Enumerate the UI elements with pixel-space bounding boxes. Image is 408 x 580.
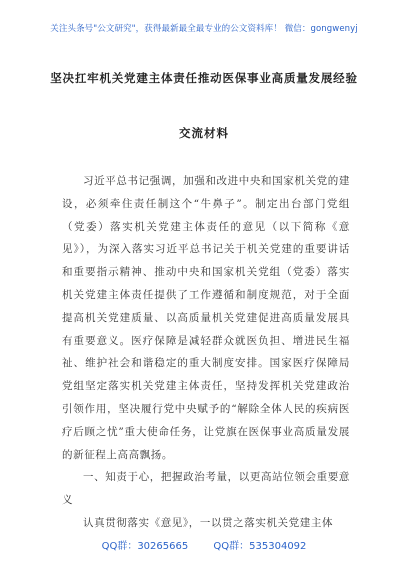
footer-contact <box>0 537 408 552</box>
header-promo-note: 关注头条号"公文研究"，获得最新最全最专业的公文资料库！ 微信：gongwenyj <box>50 24 358 34</box>
footer-qq-group-left: QQ群：30265665 <box>101 541 189 552</box>
footer-qq-group-right: QQ群：535304092 <box>213 541 307 552</box>
document-subtitle: 交流材料 <box>179 126 229 140</box>
body-paragraph: 习近平总书记强调，加强和改进中央和国家机关党的建设，必须牵住责任制这个“牛鼻子”。制定出台部门党组（党委）落实机关党建主体责任的意见（以下简称《意见》），为深入落实习近平总书记关于机关党建的重要讲话和重要指示精神、推动中央和国家机关党组（党委）落实机关党建主体责任提供了工作遵循和制度规范，对于全面提高机关党建质量、以高质量机关党建促进高质量发展具有重要意义。医疗保障是减轻群众就医负担、增进民生福祉、维护社会和谐稳定的重大制度安排。国家医疗保障局党组坚定落实机关党建主体责任，坚持发挥机关党建政治引领作用，坚决履行党中央赋予的“解除全体人民的疾病医疗后顾之忧”重大使命任务，让党旗在医保事业高质量发展的新征程上高高飘扬。 <box>62 175 350 461</box>
document-title: 坚决扛牢机关党建主体责任推动医保事业高质量发展经验 <box>50 71 358 85</box>
body-paragraph: 认真贯彻落实《意见》，一以贯之落实机关党建主体 <box>83 516 334 529</box>
document-body <box>62 170 350 535</box>
section-heading: 一、知责于心，把握政治考量，以更高站位领会重要意义 <box>62 471 350 507</box>
